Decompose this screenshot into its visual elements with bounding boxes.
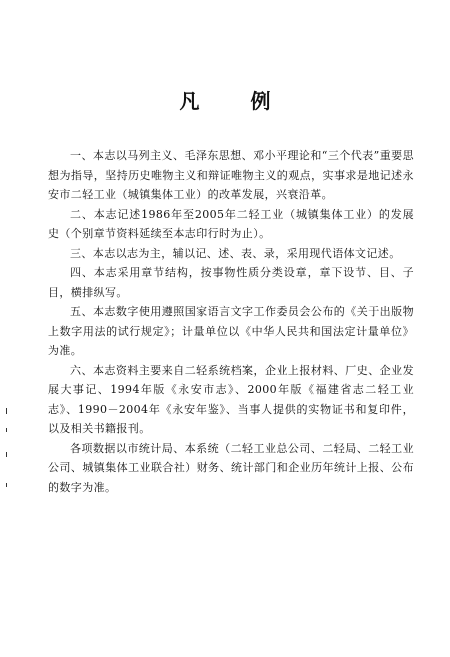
- paragraph-structure: 四、本志采用章节结构，按事物性质分类设章，章下设节、目、子目，横排纵写。: [48, 266, 414, 299]
- paragraph-genres: 三、本志以志为主，辅以记、述、表、录，采用现代语体文记述。: [70, 246, 401, 260]
- paragraph-guiding-ideology: 一、本志以马列主义、毛泽东思想、邓小平理论和“三个代表”重要思想为指导，坚持历史唯物主义和辩证唯物主义的观点，实事求是地记述永安市二轻工业（城镇集体工业）的改革发展，兴衰沿革。: [48, 149, 414, 201]
- paragraph-sources: 六、本志资料主要来自二轻系统档案，企业上报材料、厂史、企业发展大事记、1994年版《永安市志》、2000年版《福建省志二轻工业志》、1990－2004年《永安年鉴》、当事人提供的实物证书和复印件，以及相关书籍报刊。: [48, 363, 414, 435]
- page-title: 凡 例: [179, 89, 293, 113]
- scan-edge-mark: [6, 408, 7, 414]
- scan-edge-mark: [6, 483, 7, 487]
- paragraph-numbers-units: 五、本志数字使用遵照国家语言文字工作委员会公布的《关于出版物上数字用法的试行规定》；计量单位以《中华人民共和国法定计量单位》为准。: [48, 305, 414, 357]
- paragraph-statistics: 各项数据以市统计局、本系统（二轻工业总公司、二轻局、二轻工业公司、城镇集体工业联合社）财务、统计部门和企业历年统计上报、公布的数字为准。: [48, 441, 414, 494]
- scan-edge-mark: [6, 452, 7, 457]
- scan-edge-mark: [6, 428, 7, 432]
- document-body: [48, 146, 414, 497]
- paragraph-time-span: 二、本志记述1986年至2005年二轻工业（城镇集体工业）的发展史（个别章节资料延续至本志印行时为止）。: [48, 207, 414, 240]
